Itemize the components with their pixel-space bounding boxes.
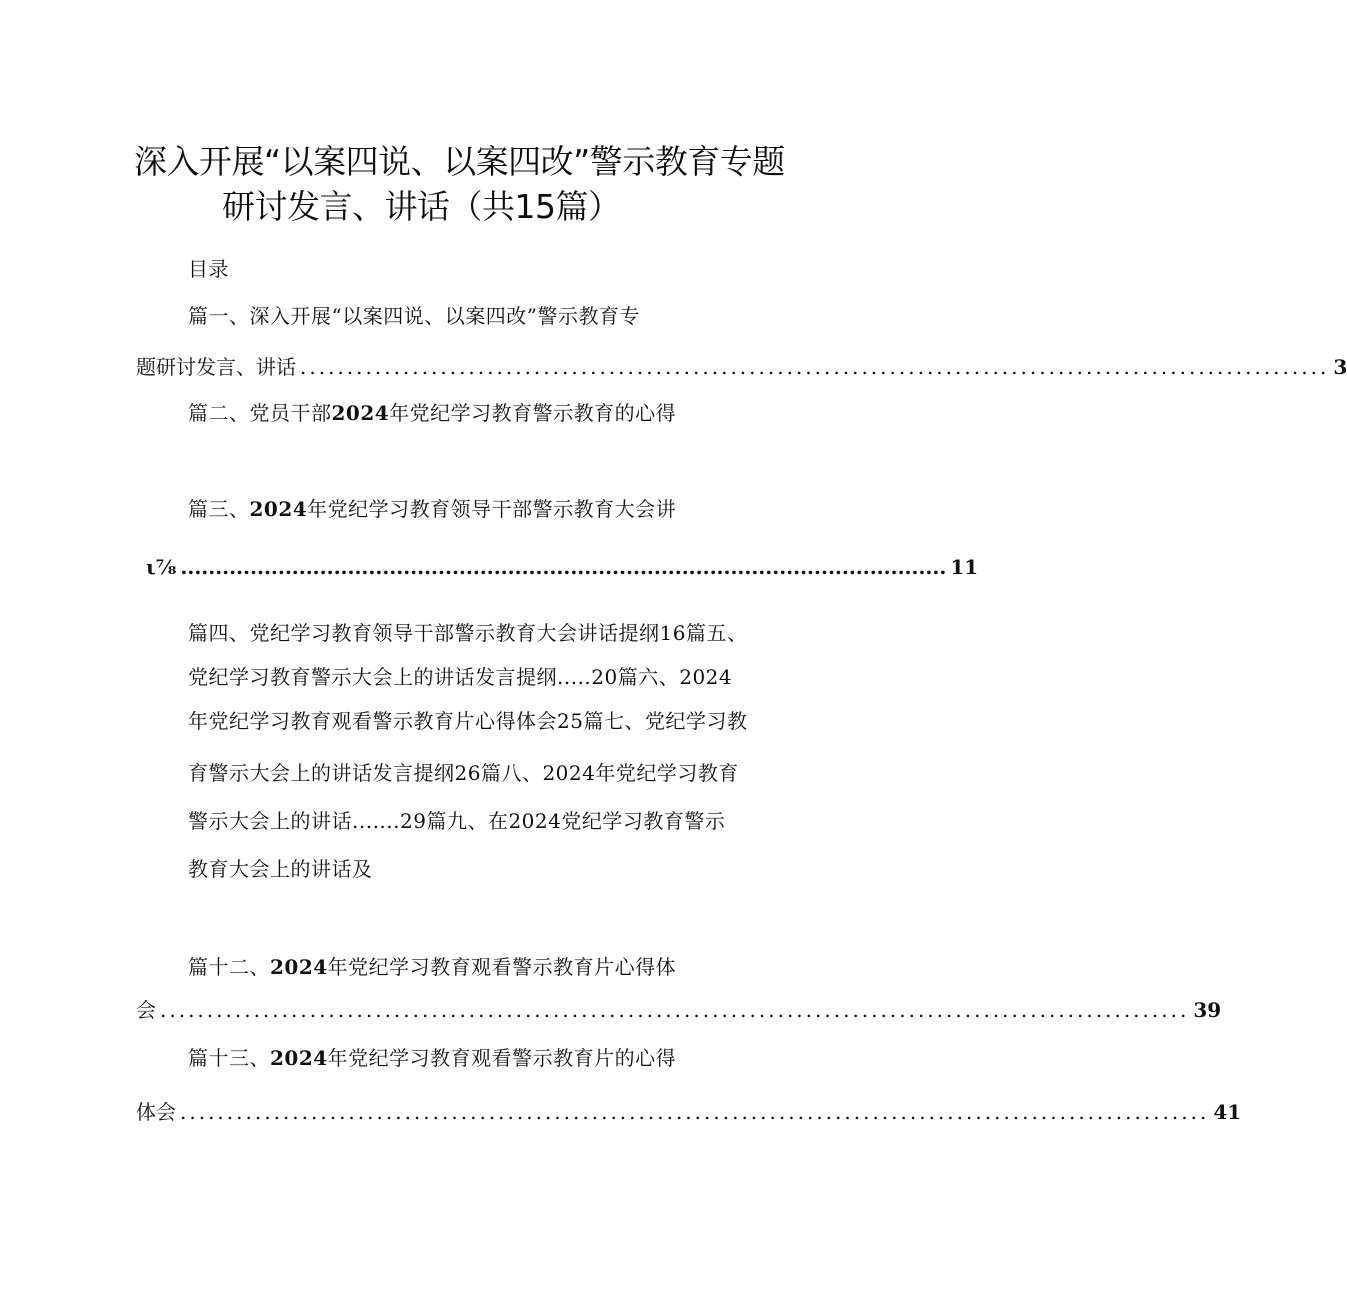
toc-runon-line-4: 育警示大会上的讲话发言提纲26篇八、2024年党纪学习教育: [188, 761, 739, 785]
toc-entry-12-line-2: [136, 995, 1222, 1023]
toc-entry-13-suffix: 年党纪学习教育观看警示教育片的心得: [327, 1046, 677, 1070]
toc-entry-2-suffix: 年党纪学习教育警示教育的心得: [389, 401, 677, 425]
toc-entry-12-year: 2024: [270, 955, 328, 979]
toc-entry-3-page: 11: [950, 555, 979, 579]
toc-entry-3-year: 2024: [249, 497, 308, 521]
toc-runon-line-2: 党纪学习教育警示大会上的讲话发言提纲.....20篇六、2024: [188, 665, 733, 689]
toc-entry-13-prefix: 篇十三、: [188, 1046, 270, 1070]
toc-entry-3-line-1: [188, 496, 676, 522]
toc-entry-13-line-2: [136, 1097, 1242, 1125]
toc-heading: 目录: [188, 257, 229, 281]
dot-leader: ..............................................................................................................: [180, 1100, 1210, 1124]
toc-entry-13-page: 41: [1213, 1100, 1242, 1124]
toc-entry-1-page: 3: [1333, 355, 1347, 379]
toc-runon-line-1: 篇四、党纪学习教育领导干部警示教育大会讲话提纲16篇五、: [188, 621, 748, 645]
toc-entry-3-suffix: 年党纪学习教育领导干部警示教育大会讲: [307, 497, 677, 521]
toc-entry-3-line-2: [146, 552, 979, 580]
toc-entry-1-continuation: 题研讨发言、讲话: [136, 355, 296, 379]
toc-entry-13-line-1: [188, 1045, 676, 1071]
toc-runon-line-3: 年党纪学习教育观看警示教育片心得体会25篇七、党纪学习教: [188, 709, 748, 733]
toc-entry-12-continuation: 会: [136, 998, 156, 1022]
toc-entry-1-line-2: [136, 352, 1347, 380]
dot-leader: ..............................................................................................................: [180, 555, 947, 579]
toc-entry-13-year: 2024: [270, 1046, 328, 1070]
document-title-line-2: 研讨发言、讲话（共15篇）: [222, 187, 621, 226]
toc-entry-3-continuation: ι⅞: [146, 555, 177, 579]
toc-entry-12-page: 39: [1193, 998, 1222, 1022]
dot-leader: ..............................................................................................................: [160, 998, 1190, 1022]
dot-leader: ..............................................................................................................: [300, 355, 1330, 379]
toc-entry-12-suffix: 年党纪学习教育观看警示教育片心得体: [327, 955, 677, 979]
toc-entry-2-year: 2024: [331, 401, 390, 425]
toc-runon-line-6: 教育大会上的讲话及: [188, 857, 373, 881]
toc-entry-12-prefix: 篇十二、: [188, 955, 270, 979]
toc-entry-2-prefix: 篇二、党员干部: [188, 401, 332, 425]
toc-entry-2: [188, 400, 676, 426]
toc-entry-13-continuation: 体会: [136, 1100, 176, 1124]
toc-runon-line-5: 警示大会上的讲话.......29篇九、在2024党纪学习教育警示: [188, 809, 726, 833]
toc-entry-1-line-1: 篇一、深入开展“以案四说、以案四改”警示教育专: [188, 304, 640, 328]
document-title-line-1: 深入开展“以案四说、以案四改”警示教育专题: [134, 142, 785, 181]
toc-entry-3-prefix: 篇三、: [188, 497, 250, 521]
toc-entry-12-line-1: [188, 954, 676, 980]
